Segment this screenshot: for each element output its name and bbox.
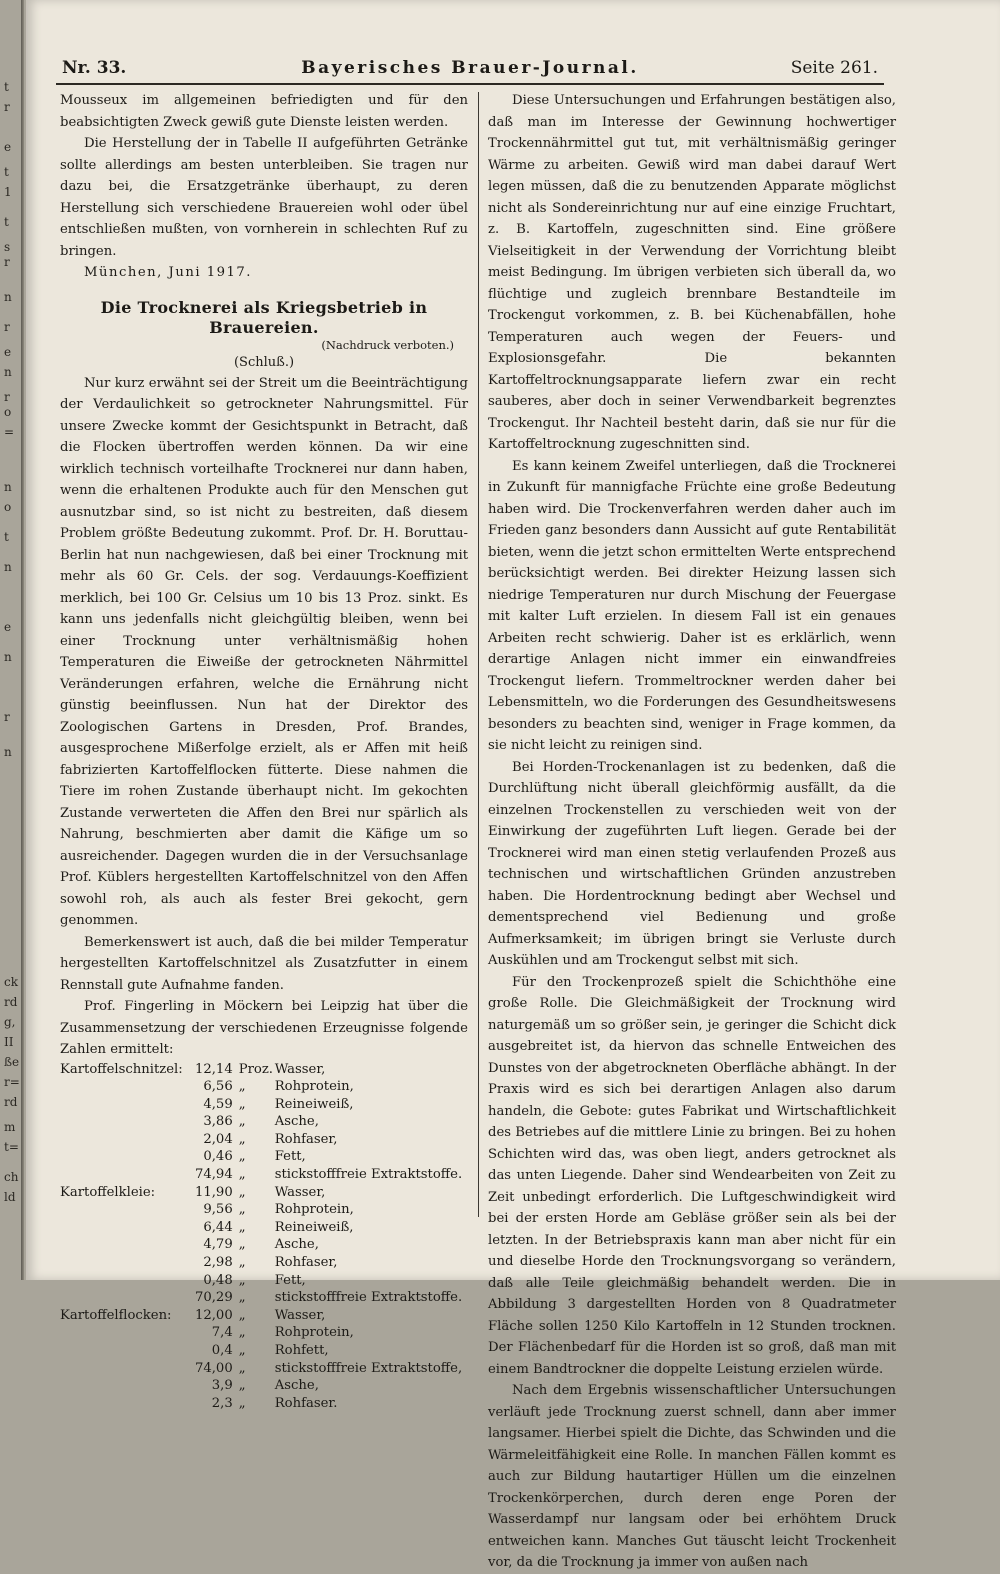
percent-value: 2,98 xyxy=(203,1255,233,1271)
place-date: München, Juni 1917. xyxy=(84,265,252,280)
percent-value: 0,4 xyxy=(211,1343,233,1358)
percent-value: 7,4 xyxy=(211,1325,233,1341)
composition-table xyxy=(60,1061,462,1413)
paragraph: Prof. Fingerling in Möckern bei Leipzig hat über die Zusammensetzung der verschiedenen Erzeugnisse folgende Zahlen ermittelt: xyxy=(60,999,468,1057)
unit: „ xyxy=(238,1096,246,1112)
product-name xyxy=(60,1236,183,1254)
product-name: Kartoffelkleie: xyxy=(60,1184,156,1200)
edge-fragment: n xyxy=(4,290,12,304)
unit: „ xyxy=(238,1219,246,1235)
product-name xyxy=(60,1148,183,1166)
composition-row xyxy=(60,1307,462,1325)
unit: „ xyxy=(238,1325,246,1341)
percent-value: 2,04 xyxy=(203,1131,233,1147)
product-name xyxy=(60,1289,183,1307)
edge-fragment: ld xyxy=(4,1190,16,1204)
product-name xyxy=(60,1395,183,1413)
component-name: Wasser, xyxy=(274,1184,326,1200)
edge-fragment: 1 xyxy=(4,185,12,199)
component-name: stickstofffreie Extraktstoffe, xyxy=(274,1360,463,1376)
product-name xyxy=(60,1201,183,1219)
product-name xyxy=(60,1254,183,1272)
product-name: Kartoffelflocken: xyxy=(60,1307,172,1323)
edge-fragment: n xyxy=(4,480,12,494)
composition-row xyxy=(60,1272,462,1290)
edge-fragment: r xyxy=(4,320,10,334)
component-name: Asche, xyxy=(274,1378,319,1394)
component-name: Fett, xyxy=(274,1149,306,1165)
unit: „ xyxy=(238,1307,246,1323)
percent-value: 3,86 xyxy=(203,1114,233,1130)
percent-value: 4,79 xyxy=(203,1237,233,1253)
product-name xyxy=(60,1096,183,1114)
left-column xyxy=(60,90,468,1412)
product-name xyxy=(60,1078,183,1096)
product-name xyxy=(60,1272,183,1290)
edge-fragment: e xyxy=(4,620,12,634)
right-column xyxy=(488,90,896,1574)
composition-row xyxy=(60,1254,462,1272)
percent-value: 2,3 xyxy=(211,1395,233,1411)
unit: „ xyxy=(238,1131,246,1147)
paragraph: Für den Trockenprozeß spielt die Schichthöhe eine große Rolle. Die Gleichmäßigkeit der Trocknung wird naturgemäß um so größer sein, je geringer die Schicht dick ausgebreitet ist, da hiervon das schnelle Entweichen des Dunstes von der abgetrockneten Oberfläche abhängt. In der Praxis wird es sich bei derartigen Anlagen also darum handeln, die Gebote: gutes Fabrikat und Wirtschaftlichkeit des Betriebes auf die mittlere Linie zu bringen. Bei zu hohen Schichten wird das, was oben liegt, anders getrocknet als das unten Liegende. Daher sind Wendearbeiten von Zeit zu Zeit unbedingt erforderlich. Die Luftgeschwindigkeit wird bei der ersten Horde am Gebläse größer sein als bei der letzten. In der Betriebspraxis kann man aber nicht für ein und dieselbe Horde den Trocknungsvorgang so verändern, daß alle Teile gleichmäßig behandelt werden. Die in Abbildung 3 dargestellten Horden von 8 Quadratmeter Fläche sollen 1250 Kilo Kartoffeln in 12 Stunden trocknen. Der Flächenbedarf für die Horden ist so groß, daß man mit einem Bandtrockner die doppelte Leistung erzielen würde. xyxy=(488,974,896,1377)
composition-row xyxy=(60,1289,462,1307)
unit: „ xyxy=(238,1255,246,1271)
component-name: Reineiweiß, xyxy=(274,1096,354,1112)
percent-value: 6,56 xyxy=(203,1079,233,1095)
composition-row xyxy=(60,1166,462,1184)
product-name xyxy=(60,1113,183,1131)
product-name xyxy=(60,1166,183,1184)
component-name: Rohprotein, xyxy=(274,1325,354,1341)
composition-row xyxy=(60,1148,462,1166)
unit: „ xyxy=(238,1378,246,1394)
article-title: Die Trocknerei als Kriegsbetrieb in Brauereien. xyxy=(100,297,428,337)
product-name xyxy=(60,1324,183,1342)
product-name xyxy=(60,1219,183,1237)
edge-fragment: r= xyxy=(4,1075,20,1089)
page-header xyxy=(62,58,878,82)
paragraph: Bei Horden-Trockenanlagen ist zu bedenken, daß die Durchlüftung nicht überall gleichförmig ausfällt, da die einzelnen Trockenstellen zu verschieden weit von der Einwirkung der zugeführten Luft liegen. Gerade bei der Trocknerei wird man einen stetig verlaufenden Prozeß aus technischen und wirtschaftlichen Gründen anzustreben haben. Die Hordentrocknung bedingt aber Wechsel und dementsprechend viel Bedienung und große Aufmerksamkeit; im übrigen bringt sie Verluste durch Auskühlen und am Trockengut selbst mit sich. xyxy=(488,759,896,968)
issue-number: Nr. 33. xyxy=(62,58,127,78)
reprint-notice: (Nachdruck verboten.) xyxy=(321,337,454,352)
composition-row xyxy=(60,1184,462,1202)
edge-fragment: r xyxy=(4,255,10,269)
paragraph: Diese Untersuchungen und Erfahrungen bestätigen also, daß man im Interesse der Gewinnung hochwertiger Trockennährmittel gut tut, mit verhältnismäßig geringer Wärme zu arbeiten. Gewiß wird man dabei darauf Wert legen müssen, daß die zu benutzenden Apparate möglichst nicht als Sondereinrichtung nur auf eine einzige Fruchtart, z. B. Kartoffeln, zugeschnitten sind. Eine größere Vielseitigkeit in der Verwendung der Vorrichtung bleibt meist Bedingung. Im übrigen verbieten sich überall da, wo flüchtige und zugleich brennbare Bestandteile im Trockengut vorkommen, z. B. bei Küchenabfällen, hohe Temperaturen auch wegen der Feuers- und Explosionsgefahr. Die bekannten Kartoffeltrocknungsapparate liefern zwar ein recht sauberes, aber doch in seiner Verwendbarkeit begrenztes Trockengut. Ihr Nachteil besteht darin, daß sie nur für die Kartoffeltrocknung zugeschnitten sind. xyxy=(488,93,896,452)
edge-fragment: rd xyxy=(4,1095,18,1109)
composition-row xyxy=(60,1201,462,1219)
component-name: Asche, xyxy=(274,1237,319,1253)
edge-fragment: n xyxy=(4,560,12,574)
product-name xyxy=(60,1342,183,1360)
journal-title: Bayerisches Brauer-Journal. xyxy=(301,58,639,78)
percent-value: 70,29 xyxy=(194,1290,233,1306)
paragraph: Es kann keinem Zweifel unterliegen, daß die Trocknerei in Zukunft für mannigfache Früchte eine große Bedeutung haben wird. Die Trockenverfahren werden daher auch im Frieden ganz besonders dann Aussicht auf gute Rentabilität bieten, wenn die jetzt schon ermittelten Werte entsprechend berücksichtigt werden. Bei direkter Heizung lassen sich niedrige Temperaturen nur durch Mischung der Feuergase mit kalter Luft erzielen. In diesem Fall ist ein genaues Arbeiten recht schwierig. Daher ist es erklärlich, wenn derartige Anlagen nicht immer ein einwandfreies Trockengut liefern. Trommeltrockner werden daher bei Lebensmitteln, wo die Forderungen des Gesundheitswesens besonders zu beachten sind, weniger in Frage kommen, da sie nicht leicht zu reinigen sind. xyxy=(488,458,896,753)
edge-fragment: ße xyxy=(4,1055,20,1069)
edge-fragment: s xyxy=(4,240,11,254)
page-number: Seite 261. xyxy=(790,58,878,78)
component-name: Wasser, xyxy=(274,1061,326,1077)
unit: „ xyxy=(238,1290,246,1306)
percent-value: 4,59 xyxy=(203,1096,233,1112)
edge-fragment: n xyxy=(4,650,12,664)
product-name xyxy=(60,1377,183,1395)
percent-value: 6,44 xyxy=(203,1219,233,1235)
conclusion-marker: (Schluß.) xyxy=(233,354,295,370)
component-name: Rohprotein, xyxy=(274,1202,354,1218)
component-name: Rohfaser, xyxy=(274,1131,338,1147)
unit: „ xyxy=(238,1079,246,1095)
product-name xyxy=(60,1131,183,1149)
composition-row xyxy=(60,1131,462,1149)
edge-fragment: r xyxy=(4,390,10,404)
unit: „ xyxy=(238,1237,246,1253)
edge-fragment: r xyxy=(4,710,10,724)
edge-fragment: m xyxy=(4,1120,16,1134)
edge-fragment: o xyxy=(4,500,12,514)
paragraph: Nach dem Ergebnis wissenschaftlicher Untersuchungen verläuft jede Trocknung zuerst schnell, dann aber immer langsamer. Hierbei spielt die Dichte, das Schwinden und die Wärmeleitfähigkeit eine Rolle. In manchen Fällen kommt es auch zur Bildung hautartiger Hüllen um die einzelnen Trockenkörperchen, durch deren enge Poren der Wasserdampf nur langsam oder bei erhöhtem Druck entweichen kann. Manches Gut täuscht leicht Trockenheit vor, da die Trocknung ja immer von außen nach xyxy=(488,1383,896,1570)
percent-value: 0,46 xyxy=(203,1149,233,1165)
paragraph: Die Herstellung der in Tabelle II aufgeführten Getränke sollte allerdings am besten unterbleiben. Sie tragen nur dazu bei, die Ersatzgetränke überhaupt, zu deren Herstellung sich verschiedene Brauereien wohl oder übel entschließen mußten, von vornherein in schlechten Ruf zu bringen. xyxy=(60,136,468,259)
edge-fragment: t xyxy=(4,530,9,544)
composition-row xyxy=(60,1395,462,1413)
component-name: Asche, xyxy=(274,1114,319,1130)
percent-value: 74,00 xyxy=(194,1360,233,1376)
composition-row xyxy=(60,1096,462,1114)
percent-value: 0,48 xyxy=(203,1272,233,1288)
composition-row xyxy=(60,1236,462,1254)
percent-value: 3,9 xyxy=(211,1378,233,1394)
edge-fragment: rd xyxy=(4,995,18,1009)
unit: „ xyxy=(238,1202,246,1218)
component-name: Rohprotein, xyxy=(274,1079,354,1095)
unit: „ xyxy=(238,1395,246,1411)
composition-row xyxy=(60,1219,462,1237)
paragraph: Nur kurz erwähnt sei der Streit um die Beeinträchtigung der Verdaulichkeit so getrockneter Nahrungsmittel. Für unsere Zwecke kommt der Gesichtspunkt in Betracht, daß die Flocken übertroffen werden können. Da wir eine wirklich technisch vorteilhafte Trocknerei nur dann haben, wenn die erhaltenen Produkte auch für den Menschen gut ausnutzbar sind, so ist nicht zu bestreiten, daß diesem Problem größte Bedeutung zukommt. Prof. Dr. H. Boruttau-Berlin hat nun nachgewiesen, daß bei einer Trocknung mit mehr als 60 Gr. Cels. der sog. Verdauungs-Koeffizient merklich, bei 100 Gr. Celsius um 10 bis 13 Proz. sinkt. Es kann uns jedenfalls nicht gleichgültig bleiben, wenn bei einer Trocknung unter verhältnismäßig hohen Temperaturen die Eiweiße der getrockneten Nährmittel Veränderungen erfahren, welche die Ernährung nicht günstig beeinflussen. Nun hat der Direktor des Zoologischen Gartens in Dresden, Prof. Brandes, ausgesprochene Mißerfolge erzielt, als er Affen mit heiß fabrizierten Kartoffelflocken fütterte. Diese nahmen die Tiere im rohen Zustande überhaupt nicht. Im gekochten Zustande verwerteten die Affen den Brei nur spärlich als Nahrung, beschmierten aber damit die Käfige um so ausreichender. Dagegen wurden die in der Versuchsanlage Prof. Küblers hergestellten Kartoffelschnitzel von den Affen sowohl roh, als auch als fester Brei gekocht, gern genommen. xyxy=(60,375,468,928)
edge-fragment: ck xyxy=(4,975,18,989)
composition-row xyxy=(60,1324,462,1342)
component-name: Wasser, xyxy=(274,1307,326,1323)
component-name: Rohfaser. xyxy=(274,1395,338,1411)
component-name: stickstofffreie Extraktstoffe. xyxy=(274,1167,463,1183)
component-name: Fett, xyxy=(274,1272,306,1288)
unit: „ xyxy=(238,1272,246,1288)
edge-fragment: t xyxy=(4,215,9,229)
header-rule xyxy=(56,83,884,85)
edge-fragment: n xyxy=(4,365,12,379)
component-name: stickstofffreie Extraktstoffe. xyxy=(274,1290,463,1306)
edge-fragment: o xyxy=(4,405,12,419)
unit: „ xyxy=(238,1184,246,1200)
paragraph: Bemerkenswert ist auch, daß die bei milder Temperatur hergestellten Kartoffelschnitzel als Zusatzfutter in einem Rennstall gute Aufnahme fanden. xyxy=(60,934,468,993)
component-name: Rohfaser, xyxy=(274,1255,338,1271)
component-name: Rohfett, xyxy=(274,1343,329,1358)
edge-fragment: n xyxy=(4,745,12,759)
composition-row xyxy=(60,1113,462,1131)
percent-value: 12,00 xyxy=(194,1307,233,1323)
product-name xyxy=(60,1360,183,1378)
edge-fragment: ch xyxy=(4,1170,19,1184)
edge-fragment: t xyxy=(4,80,9,94)
edge-fragment: r xyxy=(4,100,10,114)
composition-row xyxy=(60,1360,462,1378)
component-name: Reineiweiß, xyxy=(274,1219,354,1235)
column-divider xyxy=(478,92,479,1217)
percent-value: 11,90 xyxy=(194,1184,233,1200)
percent-value: 9,56 xyxy=(203,1202,233,1218)
unit: „ xyxy=(238,1114,246,1130)
composition-row xyxy=(60,1377,462,1395)
edge-fragment: = xyxy=(4,425,15,439)
edge-fragment: e xyxy=(4,140,12,154)
product-name: Kartoffelschnitzel: xyxy=(60,1061,183,1077)
composition-row xyxy=(60,1342,462,1360)
percent-value: 12,14 xyxy=(194,1061,233,1077)
percent-value: 74,94 xyxy=(194,1167,233,1183)
adjacent-page-edge xyxy=(0,0,26,1280)
composition-row xyxy=(60,1061,462,1079)
unit: Proz. xyxy=(238,1061,273,1077)
edge-fragment: II xyxy=(4,1035,14,1049)
edge-fragment: t xyxy=(4,165,9,179)
edge-fragment: g, xyxy=(4,1015,16,1029)
unit: „ xyxy=(238,1167,246,1183)
unit: „ xyxy=(238,1360,246,1376)
paragraph: Mousseux im allgemeinen befriedigten und für den beabsichtigten Zweck gewiß gute Dienste leisten werden. xyxy=(60,93,468,130)
composition-row xyxy=(60,1078,462,1096)
unit: „ xyxy=(238,1149,246,1165)
unit: „ xyxy=(238,1343,246,1358)
edge-fragment: t= xyxy=(4,1140,19,1154)
edge-fragment: e xyxy=(4,345,12,359)
